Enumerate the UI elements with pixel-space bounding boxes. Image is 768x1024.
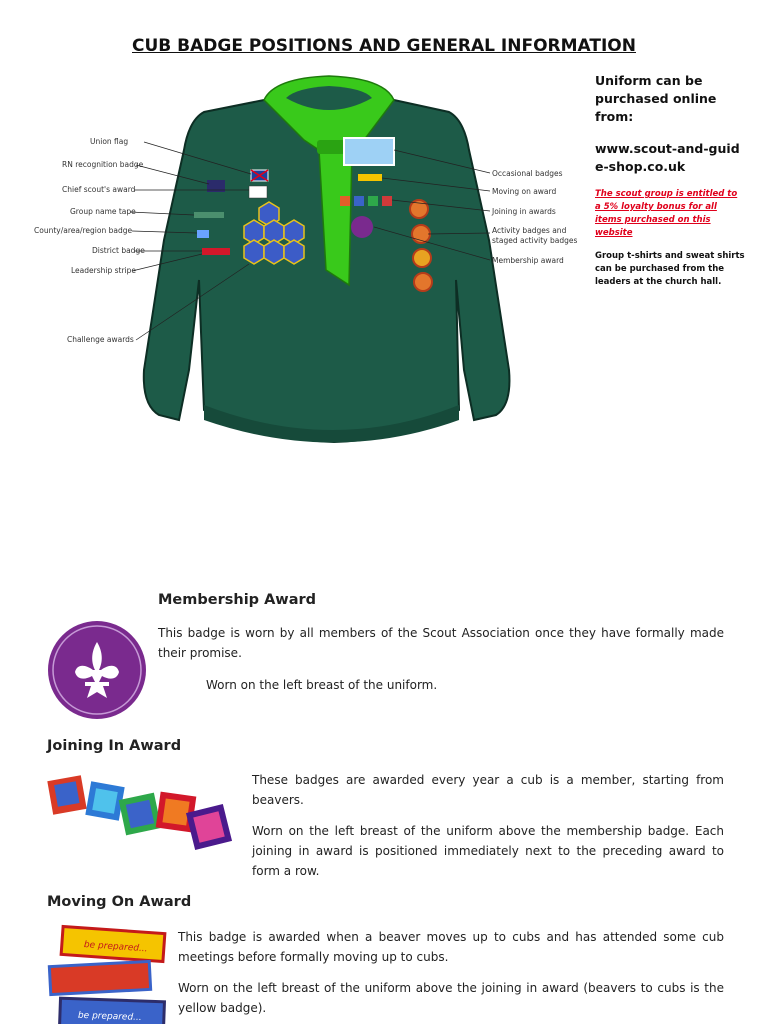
- label-district: District badge: [92, 246, 145, 255]
- loyalty-note[interactable]: The scout group is entitled to a 5% loyalty bonus for all items purchased on this website: [595, 189, 738, 238]
- tape-text-1: be prepared...: [83, 939, 148, 955]
- joining-text-1: These badges are awarded every year a cub is a member, starting from beavers.: [252, 773, 724, 807]
- purchase-info: [595, 72, 745, 289]
- label-rn-badge: RN recognition badge: [62, 160, 144, 169]
- label-joining-in: Joining in awards: [492, 207, 556, 216]
- moving-text-1: This badge is awarded when a beaver moves up to cubs and has attended some cub meetings before formally moving up to cubs.: [178, 930, 724, 964]
- label-activity-1: Activity badges and: [492, 226, 567, 235]
- moving-badges-image: [44, 924, 169, 1024]
- joining-badges-image: [44, 768, 244, 858]
- occasional-badge: [344, 138, 394, 165]
- label-membership: Membership award: [492, 256, 564, 265]
- joining-text-2: Worn on the left breast of the uniform above the membership badge. Each joining in award is positioned immediately next to the preceding award to form a row.: [252, 824, 724, 878]
- tape-text-2: be prepared...: [77, 1010, 142, 1024]
- label-county-badge: County/area/region badge: [34, 226, 133, 235]
- group-shirts-note: Group t-shirts and sweat shirts can be purchased from the leaders at the church hall.: [595, 251, 745, 287]
- label-occasional: Occasional badges: [492, 169, 563, 178]
- membership-heading: Membership Award: [158, 592, 317, 608]
- label-chief-scout: Chief scout's award: [62, 185, 136, 194]
- purchase-intro: Uniform can be purchased online from:: [595, 73, 717, 124]
- membership-text: This badge is worn by all members of the Scout Association once they have formally made their promise.: [158, 626, 724, 660]
- joining-heading: Joining In Award: [47, 738, 182, 754]
- label-union-flag: Union flag: [90, 137, 129, 146]
- label-activity-2: staged activity badges: [492, 236, 578, 245]
- shop-url[interactable]: www.scout-and-guide-shop.co.uk: [595, 141, 740, 174]
- label-challenge: Challenge awards: [67, 335, 134, 344]
- moving-heading: Moving On Award: [47, 894, 192, 910]
- uniform-diagram: [34, 70, 584, 450]
- label-moving-on: Moving on award: [492, 187, 557, 196]
- moving-text-2: Worn on the left breast of the uniform above the joining in award (beavers to cubs is the yellow badge).: [178, 981, 724, 1015]
- group-name-tape: [194, 212, 224, 218]
- label-leadership: Leadership stripe: [71, 266, 136, 275]
- membership-badge-image: [47, 620, 147, 720]
- page-title: CUB BADGE POSITIONS AND GENERAL INFORMATION: [132, 36, 636, 56]
- membership-worn: Worn on the left breast of the uniform.: [206, 678, 438, 692]
- label-group-tape: Group name tape: [70, 207, 136, 216]
- membership-award-small: [351, 216, 373, 238]
